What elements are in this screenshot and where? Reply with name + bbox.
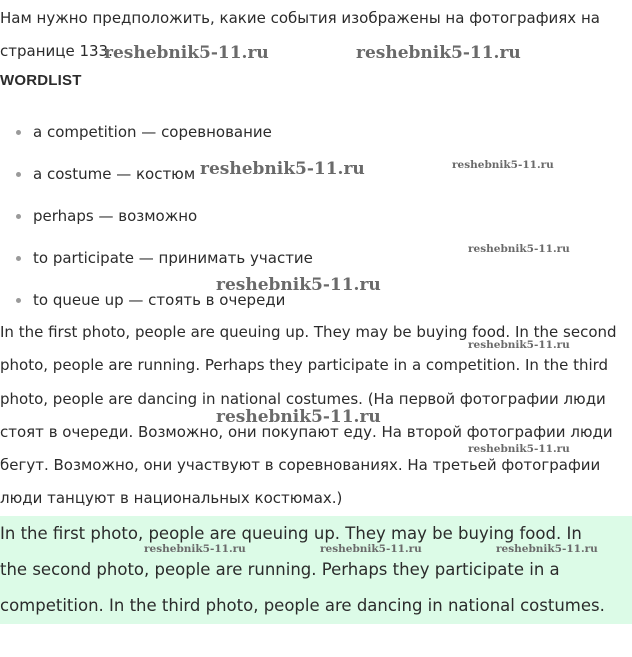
wordlist-item [0, 157, 313, 199]
wordlist-item-text: a competition — соревнование [33, 123, 272, 141]
wordlist [0, 115, 313, 325]
bullet-icon [16, 130, 21, 135]
watermark: reshebnik5-11.ru [468, 443, 570, 455]
wordlist-item [0, 241, 313, 283]
watermark: reshebnik5-11.ru [144, 543, 246, 555]
bullet-icon [16, 172, 21, 177]
watermark: reshebnik5-11.ru [496, 543, 598, 555]
bullet-icon [16, 214, 21, 219]
watermark: reshebnik5-11.ru [216, 407, 381, 427]
watermark: reshebnik5-11.ru [356, 43, 521, 63]
wordlist-heading: WORDLIST [0, 72, 82, 89]
watermark: reshebnik5-11.ru [320, 543, 422, 555]
wordlist-item-text: to participate — принимать участие [33, 249, 313, 267]
wordlist-item-text: to queue up — стоять в очереди [33, 291, 286, 309]
watermark: reshebnik5-11.ru [468, 243, 570, 255]
wordlist-item-text: a costume — костюм [33, 165, 196, 183]
watermark: reshebnik5-11.ru [452, 159, 554, 171]
bullet-icon [16, 298, 21, 303]
watermark: reshebnik5-11.ru [200, 159, 365, 179]
intro-paragraph: Нам нужно предположить, какие события изображены на фотографиях на странице 133. [0, 9, 600, 60]
watermark: reshebnik5-11.ru [216, 275, 381, 295]
answer-box [0, 516, 632, 624]
bullet-icon [16, 256, 21, 261]
translation-paragraph: In the first photo, people are queuing up. They may be buying food. In the second photo, people are running. Perhaps they participate in a competition. In the third photo, people are dancing in national costumes. (На первой фотографии люди стоят в очереди. Возможно, они покупают еду. На второй фотографии люди бегут. Возможно, они участвуют в соревнованиях. На третьей фотографии люди танцуют в национальных костюмах.) [0, 323, 617, 508]
wordlist-item [0, 115, 313, 157]
watermark: reshebnik5-11.ru [104, 43, 269, 63]
answer-paragraph: In the first photo, people are queuing up. They may be buying food. In the second photo, people are running. Perhaps they participate in a competition. In the third photo, people are dancing in national costumes. [0, 524, 605, 615]
watermark: reshebnik5-11.ru [468, 339, 570, 351]
wordlist-item [0, 199, 313, 241]
wordlist-item-text: perhaps — возможно [33, 207, 198, 225]
